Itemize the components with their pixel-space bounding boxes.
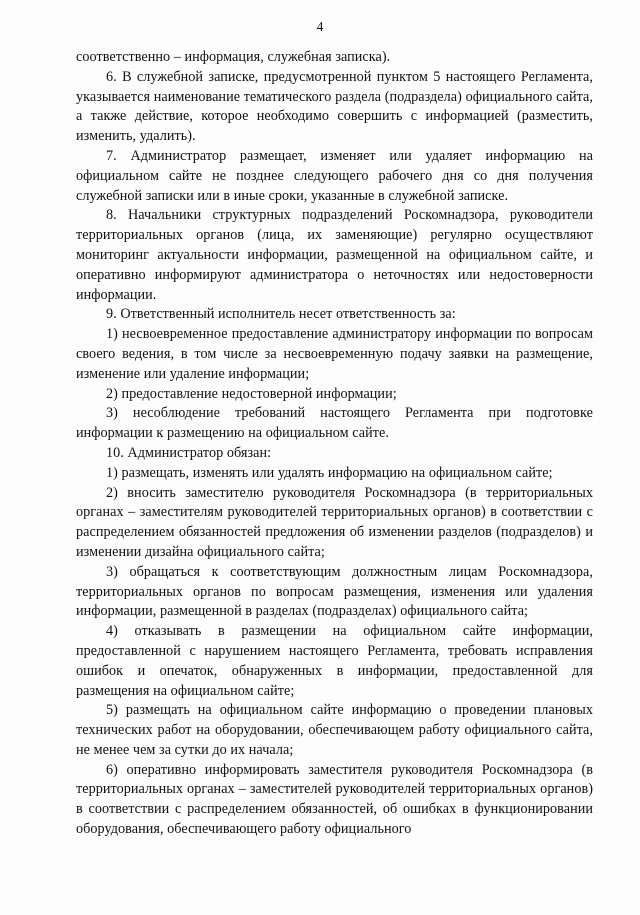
paragraph-item-8: 8. Начальники структурных подразделений Роскомнадзора, руководители территориальных органов (лица, их заменяющие) регулярно осуществляют мониторинг актуальности информации, размещенной на официальном сайте, и оперативно информируют администратора о неточностях или недостоверности информации. xyxy=(76,207,593,303)
list-item-10-4: 4) отказывать в размещении на официальном сайте информации, предоставленной с нарушением настоящего Регламента, требовать исправления ошибок и опечаток, обнаруженных в информации, предоставленной для размещения на официальном сайте; xyxy=(76,623,593,699)
paragraph-item-7: 7. Администратор размещает, изменяет или удаляет информацию на официальном сайте не позднее следующего рабочего дня со дня получения служебной записки или в иные сроки, указанные в служебной записке. xyxy=(76,147,593,204)
list-item-9-1: 1) несвоевременное предоставление администратору информации по вопросам своего ведения, в том числе за несвоевременную подачу заявки на размещение, изменение или удаление информации; xyxy=(76,326,593,382)
list-item-10-3: 3) обращаться к соответствующим должностным лицам Роскомнадзора, территориальных органов по вопросам размещения, изменения или удаления информации, размещенной в разделах (подразделах) официального сайта; xyxy=(76,563,593,620)
document-body xyxy=(76,48,593,840)
page-number: 4 xyxy=(316,19,324,34)
paragraph-continuation: соответственно – информация, служебная записка). xyxy=(76,49,391,65)
list-item-10-5: 5) размещать на официальном сайте информацию о проведении плановых технических работ на оборудовании, обеспечивающем работу официального сайта, не менее чем за сутки до их начала; xyxy=(76,702,593,758)
paragraph-item-10: 10. Администратор обязан: xyxy=(106,444,272,461)
list-item-9-3: 3) несоблюдение требований настоящего Регламента при подготовке информации к размещению на официальном сайте. xyxy=(76,405,593,442)
paragraph-item-9: 9. Ответственный исполнитель несет ответственность за: xyxy=(106,306,456,323)
list-item-10-1: 1) размещать, изменять или удалять информацию на официальном сайте; xyxy=(106,464,553,481)
paragraph-item-6: 6. В служебной записке, предусмотренной пунктом 5 настоящего Регламента, указывается наименование тематического раздела (подраздела) официального сайта, а также действие, которое необходимо совершить с информацией (разместить, изменить, удалить). xyxy=(76,68,593,145)
list-item-9-2: 2) предоставление недостоверной информации; xyxy=(106,385,397,402)
list-item-10-2: 2) вносить заместителю руководителя Роскомнадзора (в территориальных органах – заместителям руководителей территориальных органов) в соответствии с распределением обязанностей предложения об изменении разделов (подразделов) и изменении дизайна официального сайта; xyxy=(76,484,593,560)
list-item-10-6: 6) оперативно информировать заместителя руководителя Роскомнадзора (в территориальных органах – заместителей руководителей территориальных органов) в соответствии с распределением обязанностей, об ошибках в функционировании оборудования, обеспечивающего работу официального xyxy=(76,761,593,838)
